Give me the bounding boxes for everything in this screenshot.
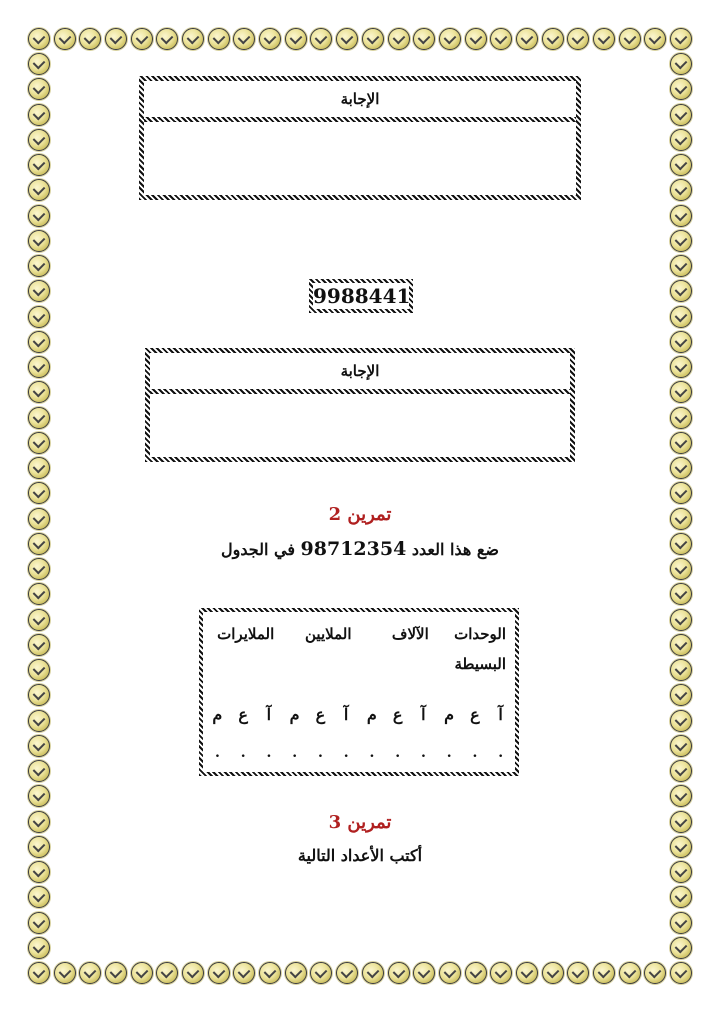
coin-ornament	[285, 962, 307, 984]
exercise-2-instruction-before: ضع هذا العدد	[411, 540, 499, 559]
coin-ornament	[670, 407, 692, 429]
coin-ornament	[516, 962, 538, 984]
coin-ornament	[670, 28, 692, 50]
coin-ornament	[567, 28, 589, 50]
coin-ornament	[670, 684, 692, 706]
coin-ornament	[670, 912, 692, 934]
coin-ornament	[28, 937, 50, 959]
coin-ornament	[259, 962, 281, 984]
exercise-2-instruction-after: في الجدول	[221, 540, 295, 559]
coin-ornament	[644, 962, 666, 984]
coin-ornament	[670, 937, 692, 959]
place-header-cell: آ	[498, 704, 503, 724]
exercise-2-number: 98712354	[300, 538, 407, 560]
coin-ornament	[670, 886, 692, 908]
answer-box-1-body[interactable]	[144, 123, 576, 195]
coin-ornament	[28, 634, 50, 656]
coin-ornament	[28, 230, 50, 252]
coin-ornament	[28, 912, 50, 934]
digit-cell[interactable]: .	[498, 745, 504, 761]
coin-ornament	[670, 280, 692, 302]
group-header-units: الوحدات البسيطة	[454, 625, 506, 673]
exercise-3-title: تمرين 3	[328, 812, 392, 833]
coin-ornament	[336, 962, 358, 984]
place-header-cell: م	[444, 704, 455, 724]
digit-cell[interactable]: .	[343, 745, 349, 761]
coin-ornament	[28, 659, 50, 681]
coin-ornament	[670, 457, 692, 479]
coin-ornament	[593, 28, 615, 50]
group-header-thousands: الآلاف	[391, 625, 429, 643]
coin-ornament	[28, 381, 50, 403]
coin-ornament	[644, 28, 666, 50]
coin-ornament	[28, 558, 50, 580]
place-header-cell: ع	[392, 704, 403, 724]
place-value-table	[199, 608, 519, 776]
answer-box-2	[145, 348, 575, 462]
answer-box-2-body[interactable]	[150, 395, 570, 457]
answer-box-1-divider	[144, 117, 576, 122]
coin-ornament	[131, 28, 153, 50]
coin-ornament	[670, 53, 692, 75]
answer-box-2-heading: الإجابة	[340, 362, 380, 380]
coin-ornament	[670, 962, 692, 984]
coin-ornament	[593, 962, 615, 984]
coin-ornament	[28, 735, 50, 757]
coin-ornament	[28, 785, 50, 807]
coin-ornament	[516, 28, 538, 50]
coin-ornament	[28, 962, 50, 984]
coin-ornament	[670, 205, 692, 227]
digit-cell[interactable]: .	[420, 745, 426, 761]
coin-ornament	[670, 154, 692, 176]
coin-ornament	[28, 609, 50, 631]
answer-box-2-divider	[150, 389, 570, 394]
coin-ornament	[670, 735, 692, 757]
coin-ornament	[670, 482, 692, 504]
coin-ornament	[208, 28, 230, 50]
coin-ornament	[28, 432, 50, 454]
coin-ornament	[28, 886, 50, 908]
coin-ornament	[28, 255, 50, 277]
coin-ornament	[388, 962, 410, 984]
coin-ornament	[413, 962, 435, 984]
coin-ornament	[28, 205, 50, 227]
coin-ornament	[259, 28, 281, 50]
coin-ornament	[362, 962, 384, 984]
coin-ornament	[670, 634, 692, 656]
coin-ornament	[670, 583, 692, 605]
coin-ornament	[233, 28, 255, 50]
coin-ornament	[54, 28, 76, 50]
coin-ornament	[670, 356, 692, 378]
coin-ornament	[28, 306, 50, 328]
digit-cell[interactable]: .	[317, 745, 323, 761]
coin-ornament	[619, 28, 641, 50]
place-header-cell: آ	[266, 704, 272, 724]
coin-ornament	[490, 962, 512, 984]
coin-ornament	[542, 962, 564, 984]
coin-ornament	[670, 432, 692, 454]
group-header-billions: الملايرات	[217, 625, 275, 643]
answer-box-1-heading: الإجابة	[340, 90, 380, 108]
answer-box-1	[139, 76, 581, 200]
coin-ornament	[362, 28, 384, 50]
number-box: 9988441	[313, 284, 411, 308]
coin-ornament	[670, 179, 692, 201]
coin-ornament	[156, 28, 178, 50]
coin-ornament	[105, 28, 127, 50]
coin-ornament	[490, 28, 512, 50]
group-header-millions: الملايين	[305, 625, 352, 643]
exercise-2-instruction	[0, 538, 720, 560]
coin-ornament	[208, 962, 230, 984]
coin-ornament	[670, 710, 692, 732]
coin-ornament	[619, 962, 641, 984]
coin-ornament	[28, 407, 50, 429]
place-header-cell: ع	[315, 704, 326, 724]
coin-ornament	[670, 659, 692, 681]
coin-ornament	[28, 28, 50, 50]
coin-ornament	[28, 710, 50, 732]
digit-cell[interactable]: .	[266, 745, 272, 761]
coin-ornament	[28, 331, 50, 353]
coin-ornament	[182, 28, 204, 50]
exercise-3-instruction: أكتب الأعداد التالية	[297, 846, 423, 865]
coin-ornament	[439, 962, 461, 984]
coin-ornament	[670, 255, 692, 277]
coin-ornament	[670, 609, 692, 631]
coin-ornament	[28, 104, 50, 126]
coin-ornament	[567, 962, 589, 984]
coin-ornament	[28, 457, 50, 479]
coin-ornament	[670, 104, 692, 126]
digit-cell[interactable]: .	[214, 745, 220, 761]
digit-cell[interactable]: .	[472, 745, 478, 761]
coin-ornament	[79, 28, 101, 50]
place-header-cell: ع	[470, 704, 480, 724]
coin-ornament	[542, 28, 564, 50]
place-header-cell: م	[366, 704, 377, 724]
coin-ornament	[54, 962, 76, 984]
coin-ornament	[28, 53, 50, 75]
coin-ornament	[670, 760, 692, 782]
exercise-2-title: تمرين 2	[328, 504, 392, 525]
coin-ornament	[79, 962, 101, 984]
coin-ornament	[182, 962, 204, 984]
coin-ornament	[28, 179, 50, 201]
place-header-cell: ع	[238, 704, 248, 724]
coin-ornament	[28, 280, 50, 302]
coin-ornament	[465, 28, 487, 50]
digit-cell[interactable]: .	[369, 745, 375, 761]
place-header-cell: م	[289, 704, 300, 724]
coin-ornament	[131, 962, 153, 984]
coin-ornament	[28, 583, 50, 605]
coin-ornament	[285, 28, 307, 50]
coin-ornament	[28, 356, 50, 378]
coin-ornament	[670, 306, 692, 328]
coin-ornament	[28, 684, 50, 706]
coin-ornament	[670, 230, 692, 252]
coin-ornament	[388, 28, 410, 50]
coin-ornament	[336, 28, 358, 50]
coin-ornament	[465, 962, 487, 984]
coin-ornament	[28, 129, 50, 151]
digit-cell[interactable]: .	[446, 745, 452, 761]
place-header-cell: م	[212, 704, 223, 724]
coin-ornament	[105, 962, 127, 984]
coin-ornament	[28, 760, 50, 782]
coin-ornament	[310, 962, 332, 984]
digit-cell[interactable]: .	[292, 745, 298, 761]
coin-ornament	[28, 78, 50, 100]
coin-ornament	[310, 28, 332, 50]
coin-ornament	[28, 482, 50, 504]
coin-ornament	[413, 28, 435, 50]
digit-cell[interactable]: .	[395, 745, 401, 761]
coin-ornament	[156, 962, 178, 984]
place-header-cell: آ	[421, 704, 426, 724]
coin-ornament	[670, 78, 692, 100]
digit-cell[interactable]: .	[240, 745, 246, 761]
coin-ornament	[670, 785, 692, 807]
coin-ornament	[670, 381, 692, 403]
place-header-cell: آ	[343, 704, 349, 724]
coin-ornament	[670, 558, 692, 580]
coin-ornament	[439, 28, 461, 50]
coin-ornament	[233, 962, 255, 984]
coin-ornament	[28, 154, 50, 176]
coin-ornament	[670, 331, 692, 353]
coin-ornament	[670, 129, 692, 151]
